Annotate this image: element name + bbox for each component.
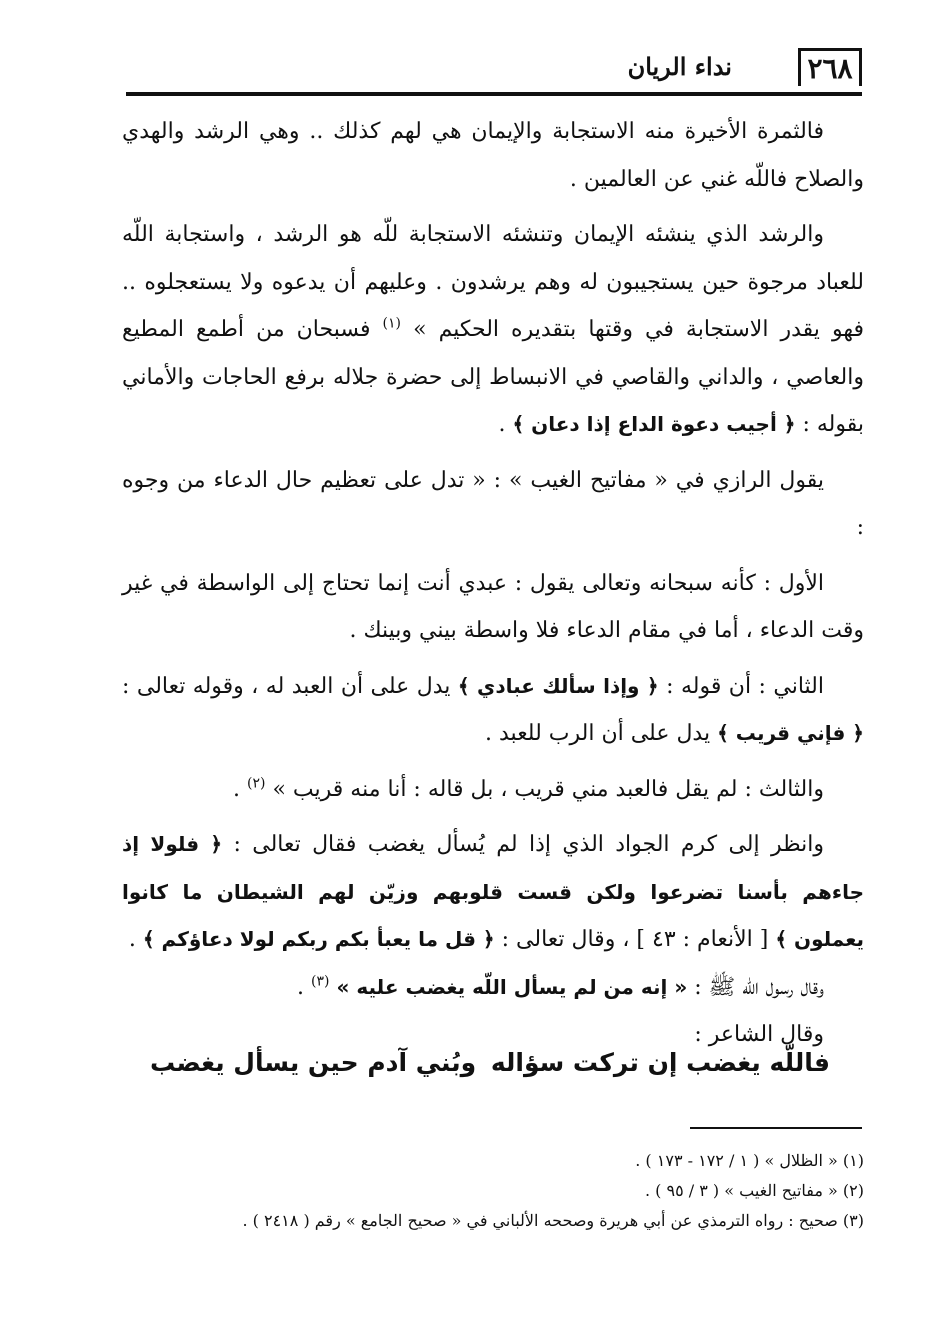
paragraph-2 (122, 211, 864, 449)
verse-second-hemistich: وبُني آدم حين يسأل يغضب (150, 1048, 477, 1077)
paragraph-8-a: وقال رسول اللّه ﷺ : (687, 974, 824, 1000)
paragraph-9: وقال الشاعر : (694, 1022, 824, 1047)
quran-quote: ﴿ فإني قريب ﴾ (717, 721, 864, 745)
paragraph-2-end: . (498, 412, 513, 437)
paragraph-3: يقول الرازي في « مفاتيح الغيب » : « تدل على تعظيم حال الدعاء من وجوه : (122, 467, 864, 540)
paragraph-7-b: [ الأنعام : ٤٣ ] ، وقال تعالى : (494, 927, 776, 952)
quran-quote: ﴿ وإذا سألك عبادي ﴾ (457, 673, 659, 698)
paragraph-7-a: وانظر إلى كرم الجواد الذي إذا لم يُسأل يغضب فقال تعالى : (222, 832, 824, 857)
footnote-ref-1: (١) (382, 315, 402, 332)
footnote-1: (١) « الظلال » ( ١ / ١٧٢ - ١٧٣ ) . (635, 1151, 864, 1170)
paragraph-8 (122, 964, 864, 1012)
running-title: نداء الريان (627, 52, 732, 81)
paragraph-6-end: . (232, 776, 247, 802)
hadith-quote: « إنه من لم يسأل اللّه يغضب عليه » (336, 974, 688, 999)
quran-quote: ﴿ قل ما يعبأ بكم ربكم لولا دعاؤكم ﴾ (142, 927, 495, 951)
paragraph-2-after: فسبحان من أطمع المطيع والعاصي ، والداني والقاصي في الانبساط إلى حضرة جلاله برفع الحاجات والأماني بقوله : (122, 317, 864, 437)
paragraph-5-c: يدل على أن الرب للعبد . (485, 721, 718, 746)
poetry-verse (150, 1048, 830, 1094)
paragraph-5-b: يدل على أن العبد له ، وقوله تعالى : (122, 673, 458, 699)
paragraph-6 (122, 766, 864, 814)
quran-quote: ﴿ أجيب دعوة الداع إذا دعان ﴾ (512, 412, 796, 436)
paragraph-7 (122, 821, 864, 964)
paragraph-1: فالثمرة الأخيرة منه الاستجابة والإيمان هي لهم كذلك .. وهي الرشد والهدي والصلاح فاللّه غني عن العالمين . (122, 119, 864, 192)
footnote-3: (٣) صحيح : رواه الترمذي عن أبي هريرة وصححه الألباني في « صحيح الجامع » رقم ( ٢٤١٨ ) . (242, 1211, 864, 1230)
page-header (126, 46, 862, 96)
page-number: ٢٦٨ (798, 48, 862, 86)
footnotes (190, 1146, 864, 1236)
footnote-2: (٢) « مفاتيح الغيب » ( ٣ / ٩٥ ) . (645, 1181, 864, 1200)
paragraph-8-end: . (297, 974, 312, 1000)
footnote-separator (690, 1127, 862, 1129)
verse-first-hemistich: فاللّه يغضب إن تركت سؤاله (490, 1048, 830, 1077)
paragraph-6-text: والثالث : لم يقل فالعبد مني قريب ، بل قاله : أنا منه قريب » (272, 776, 824, 802)
quran-quote: ﴿ فلولا إذ جاءهم بأسنا تضرعوا ولكن قست قلوبهم وزيّن لهم الشيطان ما كانوا يعملون ﴾ (122, 832, 864, 951)
paragraph-5 (122, 663, 864, 758)
paragraph-4: الأول : كأنه سبحانه وتعالى يقول : عبدي أنت إنما تحتاج إلى الواسطة في غير وقت الدعاء ، أما في مقام الدعاء فلا واسطة بيني وبينك . (122, 570, 864, 643)
body-text (122, 108, 864, 1059)
paragraph-2-text: والرشد الذي ينشئه الإيمان وتنشئه الاستجابة للّه هو الرشد ، واستجابة اللّه للعباد مرجوة حين يستجيبون له وهم يرشدون . وعليهم أن يدعوه ولا يستعجلوه .. فهو يقدر الاستجابة في وقتها بتقديره الحكيم » (122, 222, 865, 342)
footnote-ref-2: (٢) (246, 775, 266, 792)
footnote-ref-3: (٣) (311, 973, 330, 990)
paragraph-5-a: الثاني : أن قوله : (658, 673, 824, 699)
paragraph-7-end: . (128, 927, 143, 952)
